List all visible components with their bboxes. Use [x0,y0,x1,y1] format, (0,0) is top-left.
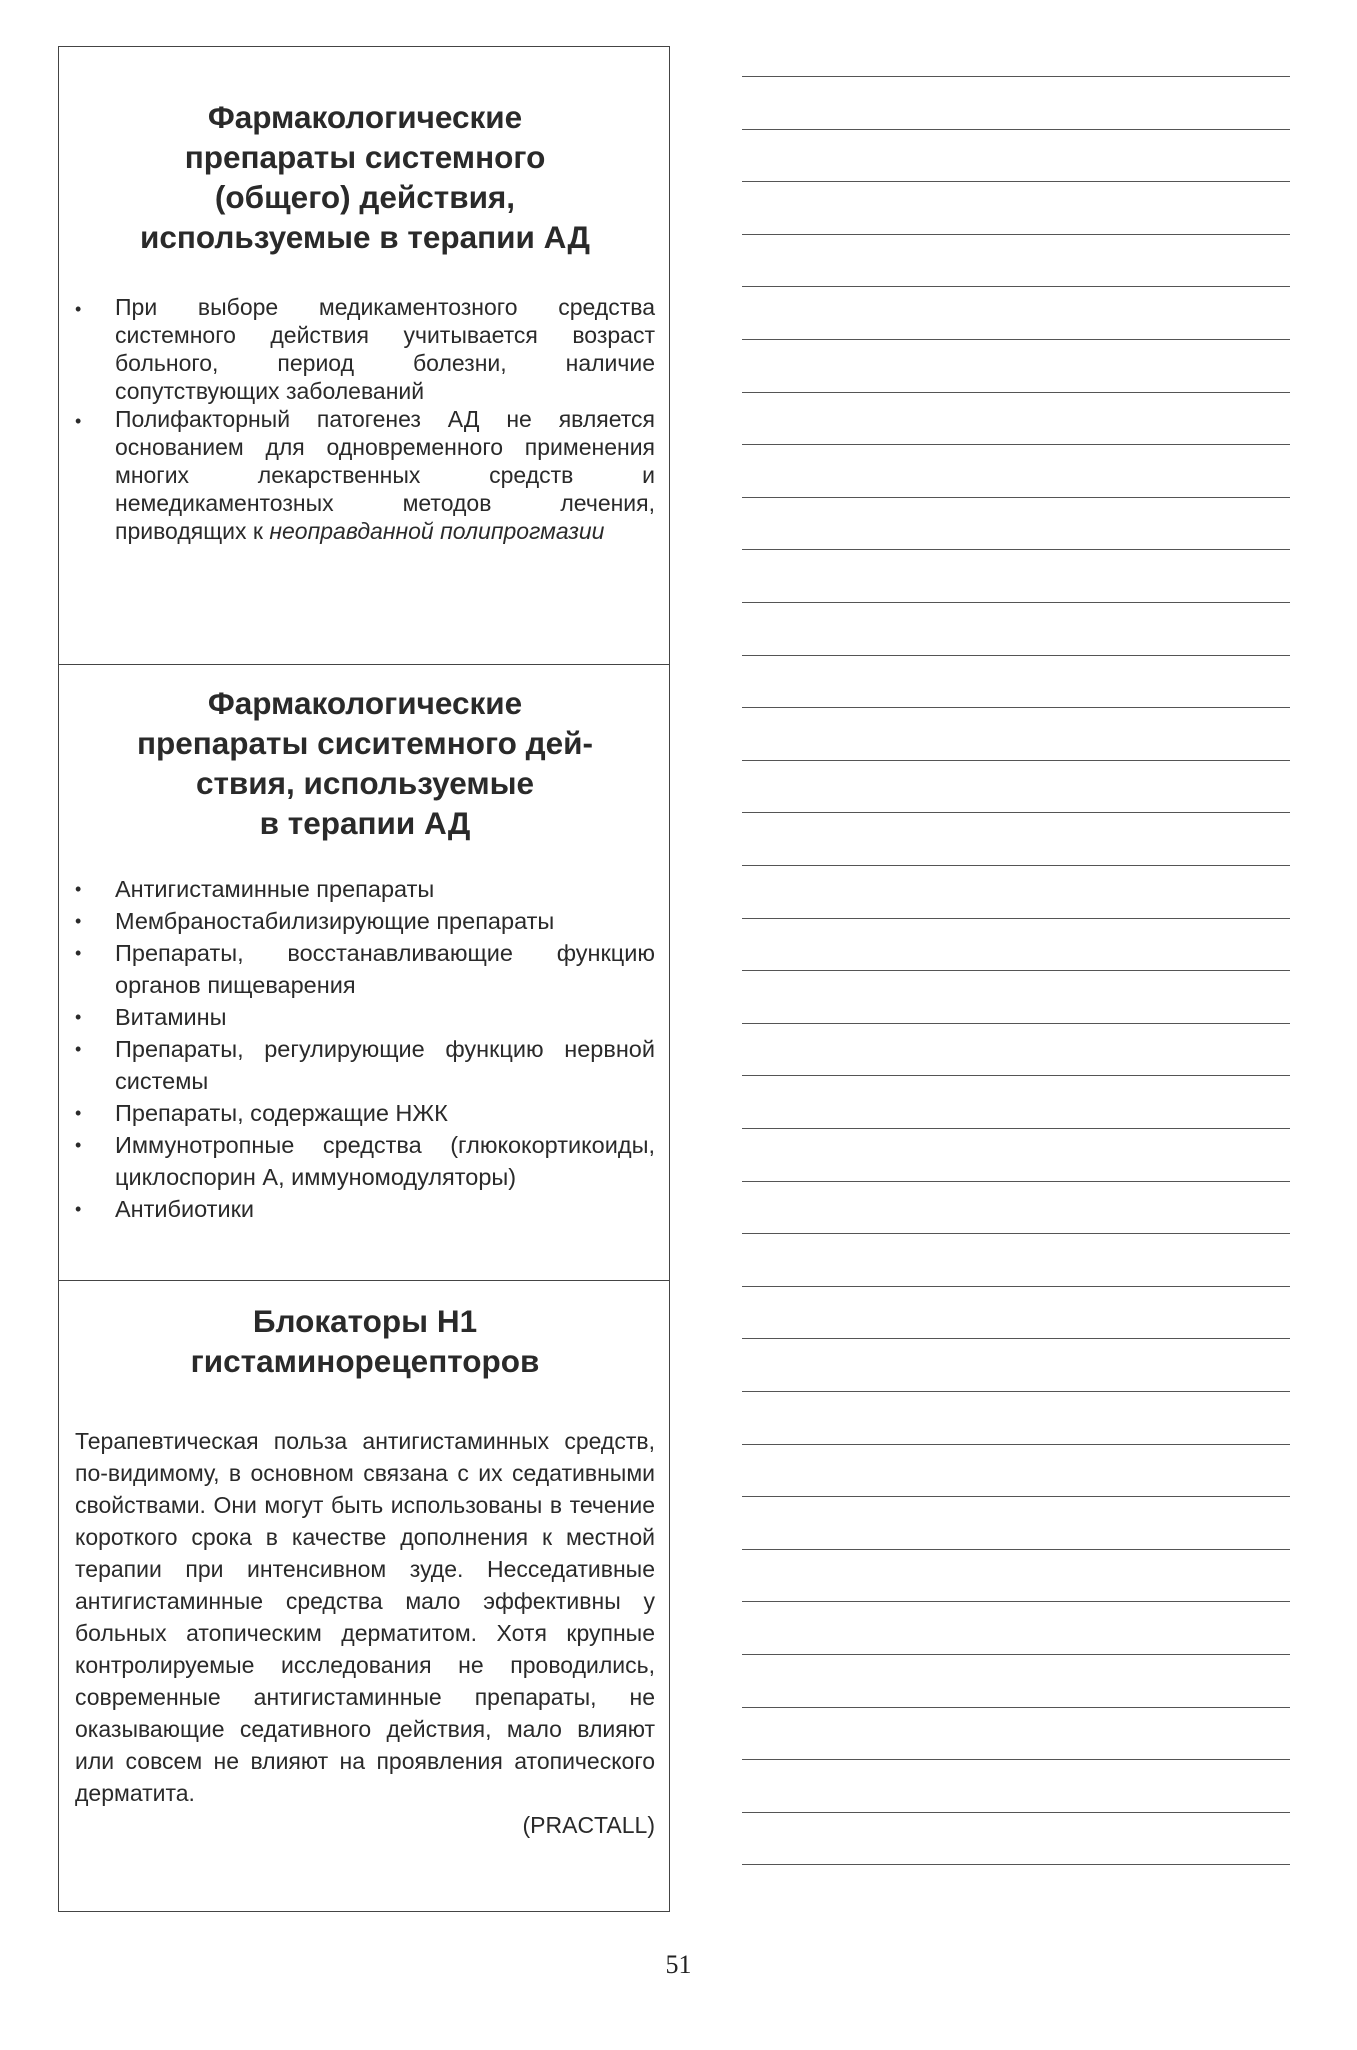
bullet-icon: • [75,943,82,963]
slide-body-text: Терапевтическая польза антигистаминных средств, по-видимому, в основном связана с их седативными свойствами. Они могут быть использованы в течение короткого срока в качестве дополнения к местной терапии при интенсивном зуде. Несседативные антигистаминные средства мало эффективны у больных атопическим дерматитом. Хотя крупные контролируемые исследования не проводились, современные антигистаминные препараты, не оказывающие седативного действия, мало влияют или совсем не влияют на проявления атопического дерматита. [75,1428,655,1806]
note-line [742,1496,1290,1497]
note-line [742,1601,1290,1602]
note-line [742,707,1290,708]
note-line [742,602,1290,603]
list-item [75,1097,655,1129]
bullet-icon: • [75,879,82,899]
note-line [742,234,1290,235]
note-line [742,760,1290,761]
list-item [75,905,655,937]
note-line [742,1128,1290,1129]
bullet-icon: • [75,1007,82,1027]
note-line [742,1391,1290,1392]
list-item [75,1001,655,1033]
notes-lines-area [742,56,1290,1906]
note-line [742,76,1290,77]
slides-column [58,46,670,1912]
list-item-text: Антигистаминные препараты [115,876,435,902]
slide-title: Фармакологические препараты системного (общего) действия, используемые в терапии АД [140,99,590,255]
list-item-text: Антибиотики [115,1196,254,1222]
note-line [742,181,1290,182]
bullet-icon: • [75,411,82,431]
note-line [742,497,1290,498]
list-item-text: Препараты, содержащие НЖК [115,1100,448,1126]
list-item-text: Препараты, восстанавливающие функцию органов пищеварения [115,940,655,998]
note-line [742,286,1290,287]
list-item-emphasis: неоправданной полипрогмазии [269,518,605,544]
source-citation: (PRACTALL) [522,1812,655,1838]
note-line [742,1812,1290,1813]
bullet-list [75,873,655,1225]
slide-title: Фармакологические препараты сиситемного дей- ствия, используемые в терапии АД [136,685,594,841]
list-item-text: Препараты, регулирующие функцию нервной системы [115,1036,655,1094]
note-line [742,339,1290,340]
note-line [742,1181,1290,1182]
note-line [742,444,1290,445]
list-item-text: Иммунотропные средства (глюкокортикоиды, циклоспорин А, иммуномодуляторы) [115,1132,655,1190]
slide-title: Блокаторы Н1 гистаминорецепторов [190,1303,540,1379]
note-line [742,1549,1290,1550]
note-line [742,1654,1290,1655]
note-line [742,549,1290,550]
slide-systemic-drug-groups [59,664,669,1280]
bullet-list [75,293,655,545]
note-line [742,812,1290,813]
bullet-icon: • [75,1135,82,1155]
bullet-icon: • [75,299,82,319]
list-item [75,293,655,405]
bullet-icon: • [75,1103,82,1123]
list-item [75,1033,655,1097]
note-line [742,1444,1290,1445]
note-line [742,918,1290,919]
list-item-text: Полифакторный патогенез АД не является основанием для одновременного применения многих лекарственных средств и немедикаментозных методов лечения, приводящих к [115,406,655,544]
list-item-text: Витамины [115,1004,227,1030]
note-line [742,1233,1290,1234]
list-item [75,1193,655,1225]
note-line [742,1075,1290,1076]
bullet-icon: • [75,911,82,931]
note-line [742,655,1290,656]
bullet-icon: • [75,1199,82,1219]
note-line [742,1707,1290,1708]
note-line [742,970,1290,971]
list-item [75,937,655,1001]
note-line [742,1286,1290,1287]
note-line [742,1338,1290,1339]
list-item-text: При выборе медикаментозного средства системного действия учитывается возраст больного, период болезни, наличие сопутствующих заболеваний [115,294,655,404]
slide-h1-blockers [59,1280,669,1910]
page-number: 51 [665,1950,692,1979]
note-line [742,865,1290,866]
list-item [75,873,655,905]
note-line [742,1759,1290,1760]
bullet-icon: • [75,1039,82,1059]
note-line [742,1864,1290,1865]
slide-systemic-drugs-general [59,47,669,664]
note-line [742,129,1290,130]
list-item [75,1129,655,1193]
list-item-text: Мембраностабилизирующие препараты [115,908,555,934]
list-item [75,405,655,545]
note-line [742,392,1290,393]
note-line [742,1023,1290,1024]
